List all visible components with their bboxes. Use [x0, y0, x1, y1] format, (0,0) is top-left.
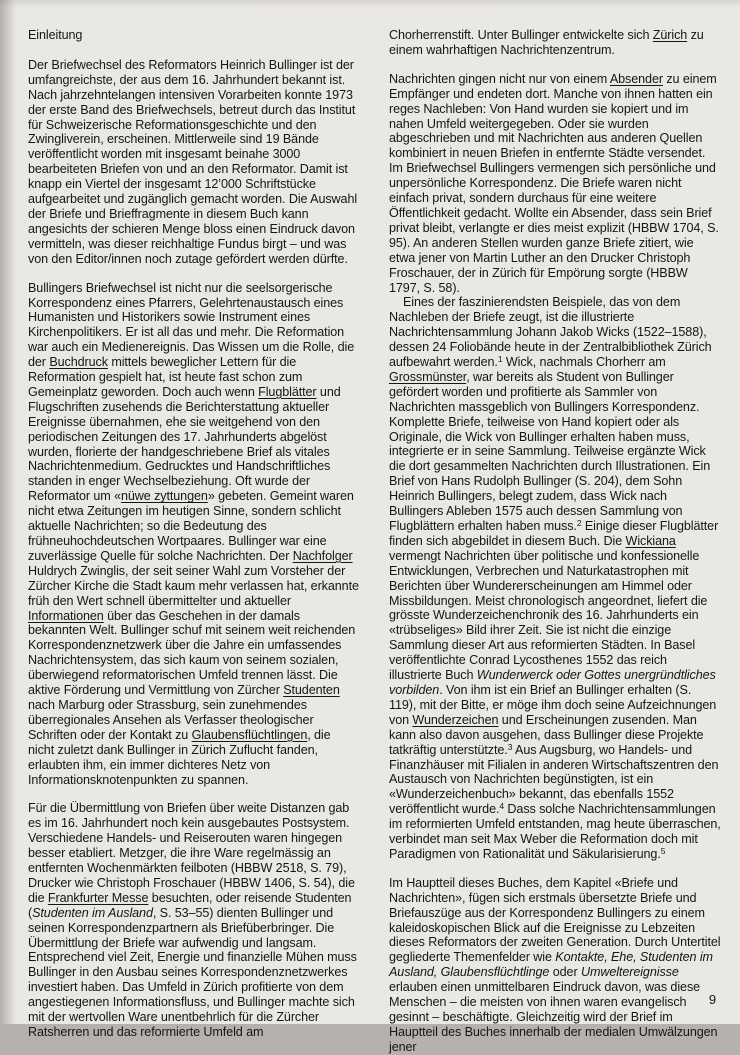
- underlined-term: Frankfurter Messe: [47, 890, 149, 905]
- column-left-paragraphs: [28, 58, 360, 1040]
- column-left: [28, 28, 360, 1039]
- footnote-marker: 2: [576, 518, 582, 528]
- footnote-marker: 1: [497, 354, 503, 365]
- underlined-term: Studenten: [283, 683, 340, 698]
- italic-term: Kontakte, Ehe, Studenten im Ausland, Glaubensflüchtlinge: [389, 950, 713, 980]
- underlined-term: Grossmünster: [389, 369, 467, 384]
- underlined-term: Wickiana: [625, 533, 676, 548]
- underlined-term: Buchdruck: [49, 355, 108, 370]
- paragraph: Eines der faszinierendsten Beispiele, das von dem Nachleben der Briefe zeugt, ist die illustrierte Nachrichtensammlung Johann Jakob Wicks (1522–1588), dessen 24 Foliobände heute in der Zentralbibliothek Zürich aufbewahrt werden.$^1$ Wick, nachmals Chorherr am Grossmünster, war bereits als Student von Bullinger gefördert worden und profitierte als Sammler von Nachrichten massgeblich von Bullingers Korrespondenz. Komplette Briefe, teilweise von Hand kopiert oder als Originale, die Wick von Bullinger erhalten haben muss, integrierte er in seine Sammlung. Teilweise ergänzte Wick die dort gesammelten Nachrichten durch Illustrationen. Ein Brief von Hans Rudolph Bullinger (S. 204), dem Sohn Heinrich Bullingers, belegt zudem, dass Wick nach Bullingers Ableben 1575 auch dessen Sammlung von Flugblättern erhalten haben muss.$^2$ Einige dieser Flugblätter finden sich abgebildet in diesem Buch. Die Wickiana vermengt Nachrichten über politische und konfessionelle Entwicklungen, Verbrechen und Naturkatastrophen mit Berichten über Wundererscheinungen am Himmel oder Missbildungen. Meist chronologisch angeordnet, liefert die grösste Wunderzeichenchronik des 16. Jahrhunderts ein «trübseliges» Bild ihrer Zeit. Sie ist nicht die einzige Sammlung dieser Art aus reformierten Städten. In Basel veröffentlichte Conrad Lycosthenes 1552 das reich illustrierte Buch Wunderwerck oder Gottes unergründtliches vorbilden. Von ihm ist ein Brief an Bullinger erhalten (S. 119), mit der Bitte, er möge ihm doch seine Aufzeichnungen von Wunderzeichen und Erscheinungen zusenden. Man kann also davon ausgehen, dass Bullinger diese Projekte tatkräftig unterstützte.$^3$ Aus Augsburg, wo Handels- und Finanzhäuser mit Filialen in anderen Wirtschaftszentren den Austausch von Nachrichten begünstigten, ist ein «Wunderzeichenbuch» bekannt, das ebenfalls 1552 veröffentlicht wurde.$^4$ Dass solche Nachrichtensammlungen im reformierten Umfeld entstanden, mag heute überraschen, verbindet man seit Max Weber die Reformation doch mit Paradigmen von Rationalität und Säkularisierung.$^5$: [389, 295, 721, 861]
- column-right: [389, 28, 721, 1054]
- footnote-marker: 3: [507, 741, 513, 752]
- underlined-term: Absender: [609, 71, 663, 86]
- underlined-term: Glaubensflüchtlingen: [191, 727, 308, 742]
- underlined-term: Nachfolger: [292, 548, 353, 563]
- underlined-term: Wunderzeichen: [412, 712, 499, 727]
- page-edge-shadow: [0, 0, 16, 1024]
- paragraph: Nachrichten gingen nicht nur von einem Absender zu einem Empfänger und endeten dort. Manche von ihnen hatten ein reges Nachleben: Von Hand wurden sie kopiert und im nahen Umfeld weitergegeben. Oder sie wurden abgeschrieben und mit Nachrichten aus anderen Quellen kombiniert in neuen Briefen in entfernte Städte versendet. Im Briefwechsel Bullingers vermengen sich persönliche und unpersönliche Korrespondenz. Die Briefe waren nicht einfach privat, sondern durchaus für eine weitere Öffentlichkeit gedacht. Wollte ein Absender, dass sein Brief privat bleibt, verlangte er dies meist explizit (HBBW 1704, S. 95). An anderen Stellen wurden ganze Briefe zitiert, wie etwa jener von Martin Luther an den Drucker Christoph Froschauer, der in Zürich für Empörung sorgte (HBBW 1797, S. 58).: [389, 71, 719, 295]
- italic-term: Studenten im Ausland: [32, 905, 153, 920]
- italic-term: Umweltereignisse: [580, 965, 679, 980]
- underlined-term: Flugblätter: [258, 384, 317, 399]
- paragraph: Der Briefwechsel des Reformators Heinrich Bullinger ist der umfangreichste, der aus dem 16. Jahrhundert bekannt ist. Nach jahrzehntelangen intensiven Vorarbeiten konnte 1973 der erste Band des Briefwechsels, betreut durch das Institut für Schweizerische Reformationsgeschichte und den Zwingliverein, erscheinen. Mittlerweile sind 19 Bände veröffentlicht worden mit insgesamt beinahe 3000 bearbeiteten Briefen von und an den Reformator. Damit ist knapp ein Viertel der insgesamt 12’000 Schriftstücke aufgearbeitet und zugänglich gemacht worden. Die Auswahl der Briefe und Brieffragmente in diesem Buch kann angesichts der schieren Menge bloss einen Eindruck davon vermitteln, was dieser reichhaltige Fundus birgt – und was von den Editor/innen noch zutage gefördert werden dürfte.: [28, 57, 358, 266]
- paragraph: Chorherrenstift. Unter Bullinger entwickelte sich Zürich zu einem wahrhaftigen Nachrichtenzentrum.: [389, 28, 704, 57]
- underlined-term: nüwe zyttungen: [120, 489, 208, 504]
- underlined-term: Informationen: [28, 608, 104, 623]
- footnote-marker: 4: [499, 801, 505, 812]
- paragraph: Für die Übermittlung von Briefen über weite Distanzen gab es im 16. Jahrhundert noch kein ausgebautes Postsystem. Verschiedene Handels- und Reiserouten waren hingegen besser etabliert. Metzger, die ihre Ware regelmässig an entfernten Wochenmärkten feilboten (HBBW 2518, S. 79), Drucker wie Christoph Froschauer (HBBW 1406, S. 54), die die Frankfurter Messe besuchten, oder reisende Studenten (Studenten im Ausland, S. 53–55) dienten Bullinger und seinen Korrespondenzpartnern als Briefüberbringer. Die Übermittlung der Briefe war aufwendig und langsam. Entsprechend viel Zeit, Energie und finanzielle Mühen muss Bullinger in den Ausbau seines Korrespondenznetzwerkes investiert haben. Das Umfeld in Zürich profitierte von dem angestiegenen Informationsfluss, und Bullinger machte sich mit der wertvollen Ware unentbehrlich für die Zürcher Ratsherren und das reformierte Umfeld am: [28, 801, 357, 1039]
- page-content: [28, 28, 721, 1054]
- paragraph: Bullingers Briefwechsel ist nicht nur die seelsorgerische Korrespondenz eines Pfarrers, Gelehrtenaustausch eines Humanisten und Historikers sowie Instrument eines Kirchenpolitikers. Er ist all das und mehr. Die Reformation war auch ein Medienereignis. Das Wissen um die Rolle, die der Buchdruck mittels beweglicher Lettern für die Reformation gespielt hat, ist heute fast schon zum Gemeinplatz geworden. Doch auch wenn Flugblätter und Flugschriften zusehends die Berichterstattung aktueller Ereignisse übernahmen, ehe sie weitgehend von den periodischen Zeitungen des 17. Jahrhunderts abgelöst wurden, florierte der handgeschriebene Brief als vitales Nachrichtenmedium. Gedrucktes und Handschriftliches standen in enger Wechselbeziehung. Oft wurde der Reformator um «nüwe zyttungen» gebeten. Gemeint waren nicht etwa Zeitungen im heutigen Sinne, sondern schlicht aktuelle Nachrichten; so die Bedeutung des frühneuhochdeutschen Wortpaares. Bullinger war eine zuverlässige Quelle für solche Nachrichten. Der Nachfolger Huldrych Zwinglis, der seit seiner Wahl zum Vorsteher der Zürcher Kirche die Stadt kaum mehr verlassen hat, erkannte früh den Wert schnell übermittelter und aktueller Informationen über das Geschehen in der damals bekannten Welt. Bullinger schuf mit seinem weit reichenden Korrespondenznetzwerk über die Jahre ein umfassendes Nachrichtensystem, das sich kaum von seinem sozialen, überwiegend reformatorischen Umfeld trennen lässt. Die aktive Förderung und Vermittlung von Zürcher Studenten nach Marburg oder Strassburg, sein zunehmendes überregionales Ansehen als Verfasser theologischer Schriften oder der Kontakt zu Glaubensflüchtlingen, die nicht zuletzt dank Bullinger in Zürich Zuflucht fanden, erlaubten ihm, ein immer dichteres Netz von Informationsknotenpunkten zu spannen.: [28, 280, 359, 787]
- page-number: 9: [708, 992, 716, 1008]
- italic-term: Wunderwerck oder Gottes unergründtliches vorbilden: [389, 668, 716, 697]
- page-title: Einleitung: [28, 28, 83, 42]
- page-top-shadow: [0, 0, 740, 8]
- underlined-term: Zürich: [652, 28, 688, 42]
- paragraph: Im Hauptteil dieses Buches, dem Kapitel «Briefe und Nachrichten», fügen sich erstmals übersetzte Briefe und Briefauszüge aus der Korrespondenz Bullingers zu einem kaleidoskopischen Blick auf die Ereignisse zu Lebzeiten dieses Reformators der zweiten Generation. Durch Untertitel gegliederte Themenfelder wie Kontakte, Ehe, Studenten im Ausland, Glaubensflüchtlinge oder Umweltereignisse erlauben einen unmittelbaren Eindruck davon, was diese Menschen – die meisten von ihnen waren evangelisch gesinnt – beschäftigte. Gleichzeitig wird der Brief im Hauptteil des Buches innerhalb der medialen Umwälzungen jener: [389, 875, 721, 1054]
- footnote-marker: 5: [660, 845, 666, 856]
- column-right-paragraphs: [389, 28, 721, 1055]
